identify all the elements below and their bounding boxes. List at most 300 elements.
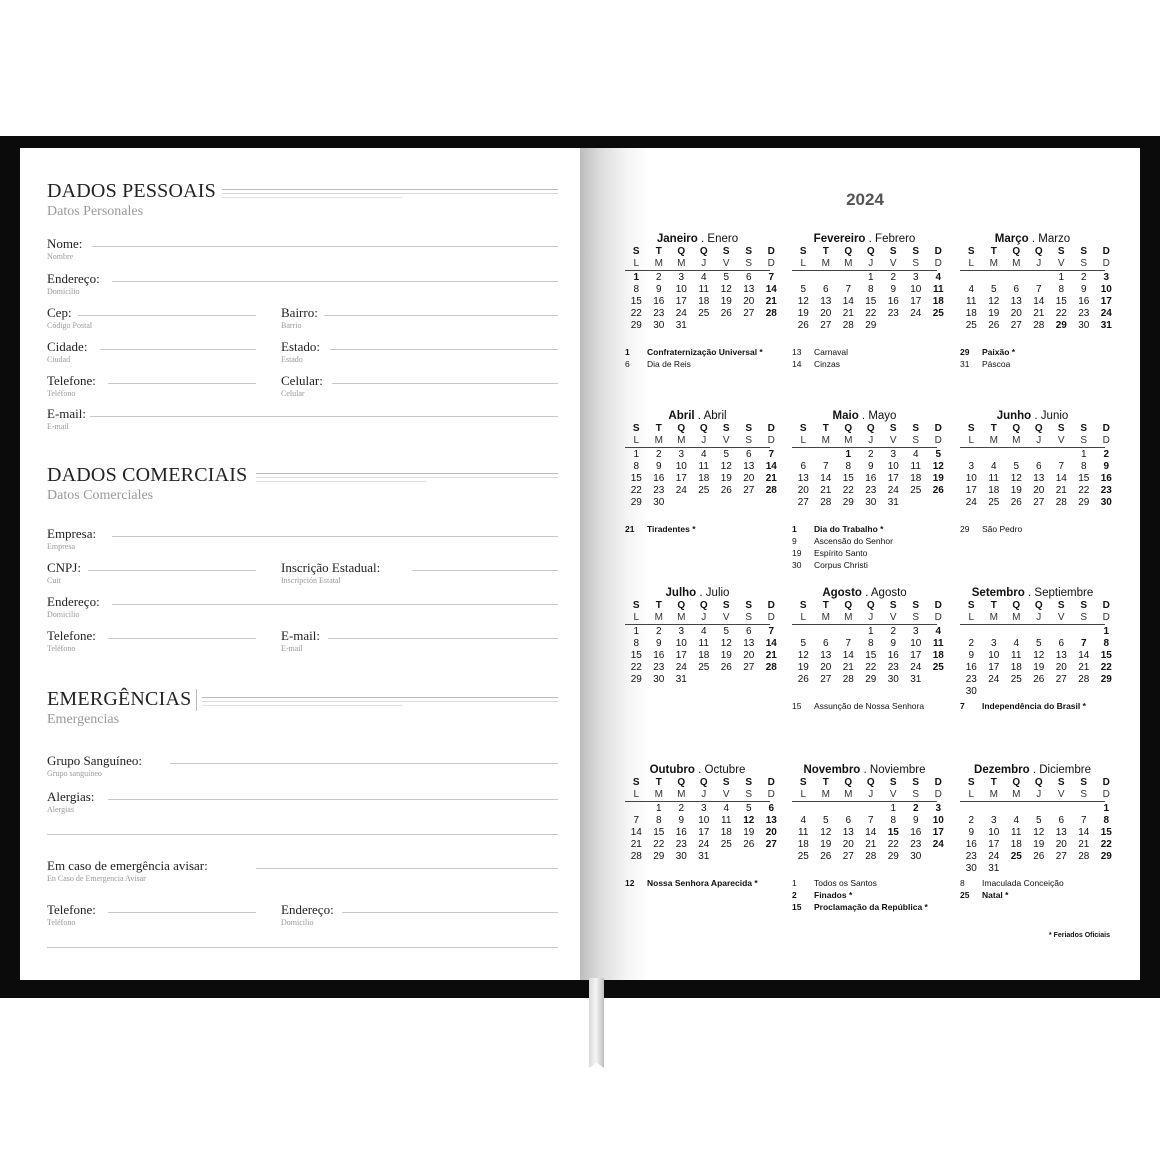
day-cell[interactable]: 14 [765, 638, 777, 649]
day-cell[interactable]: 9 [655, 284, 662, 295]
day-cell[interactable]: 25 [910, 485, 922, 496]
day-cell[interactable]: 19 [932, 473, 944, 484]
day-cell[interactable]: 5 [990, 284, 997, 295]
day-cell[interactable]: 4 [1013, 638, 1020, 649]
day-cell[interactable]: 12 [820, 827, 832, 838]
day-cell[interactable]: 3 [912, 626, 919, 637]
day-cell[interactable]: 29 [1100, 851, 1112, 862]
email-field[interactable] [90, 416, 558, 417]
day-cell[interactable]: 13 [1055, 827, 1067, 838]
day-cell[interactable]: 5 [1035, 638, 1042, 649]
day-cell[interactable]: 30 [965, 686, 977, 697]
day-cell[interactable]: 3 [678, 626, 685, 637]
day-cell[interactable]: 17 [1100, 296, 1112, 307]
day-cell[interactable]: 29 [842, 497, 854, 508]
day-cell[interactable]: 27 [820, 320, 832, 331]
day-cell[interactable]: 21 [842, 662, 854, 673]
day-cell[interactable]: 4 [800, 815, 807, 826]
day-cell[interactable]: 6 [822, 284, 829, 295]
day-cell[interactable]: 12 [797, 296, 809, 307]
day-cell[interactable]: 16 [865, 473, 877, 484]
day-cell[interactable]: 11 [1011, 650, 1022, 661]
day-cell[interactable]: 5 [800, 284, 807, 295]
day-cell[interactable]: 25 [698, 485, 710, 496]
day-cell[interactable]: 20 [820, 662, 832, 673]
day-cell[interactable]: 1 [1103, 626, 1110, 637]
day-cell[interactable]: 14 [1078, 650, 1090, 661]
day-cell[interactable]: 11 [932, 638, 944, 649]
day-cell[interactable]: 26 [720, 662, 732, 673]
day-cell[interactable]: 28 [765, 485, 777, 496]
day-cell[interactable]: 10 [698, 815, 710, 826]
day-cell[interactable]: 20 [1010, 308, 1022, 319]
day-cell[interactable]: 12 [1033, 650, 1045, 661]
day-cell[interactable]: 22 [1100, 662, 1112, 673]
day-cell[interactable]: 19 [820, 839, 832, 850]
day-cell[interactable]: 12 [720, 461, 732, 472]
day-cell[interactable]: 11 [932, 284, 944, 295]
day-cell[interactable]: 9 [890, 284, 897, 295]
day-cell[interactable]: 3 [700, 803, 707, 814]
day-cell[interactable]: 17 [698, 827, 710, 838]
day-cell[interactable]: 20 [842, 839, 854, 850]
day-cell[interactable]: 16 [887, 650, 899, 661]
day-cell[interactable]: 12 [720, 638, 732, 649]
day-cell[interactable]: 24 [988, 851, 1000, 862]
day-cell[interactable]: 4 [700, 626, 707, 637]
day-cell[interactable]: 22 [653, 839, 665, 850]
day-cell[interactable]: 22 [887, 839, 899, 850]
day-cell[interactable]: 15 [1055, 296, 1067, 307]
day-cell[interactable]: 2 [655, 272, 662, 283]
day-cell[interactable]: 11 [910, 461, 921, 472]
day-cell[interactable]: 20 [1033, 485, 1045, 496]
day-cell[interactable]: 16 [887, 296, 899, 307]
day-cell[interactable]: 22 [842, 485, 854, 496]
day-cell[interactable]: 10 [675, 284, 687, 295]
day-cell[interactable]: 10 [1100, 284, 1112, 295]
day-cell[interactable]: 15 [630, 473, 642, 484]
day-cell[interactable]: 22 [1055, 308, 1067, 319]
day-cell[interactable]: 19 [1010, 485, 1022, 496]
day-cell[interactable]: 11 [698, 638, 709, 649]
state-field[interactable] [330, 349, 558, 350]
day-cell[interactable]: 14 [1078, 827, 1090, 838]
day-cell[interactable]: 31 [910, 674, 922, 685]
day-cell[interactable]: 15 [842, 473, 854, 484]
day-cell[interactable]: 19 [988, 308, 1000, 319]
day-cell[interactable]: 15 [653, 827, 665, 838]
day-cell[interactable]: 26 [797, 320, 809, 331]
day-cell[interactable]: 7 [822, 461, 829, 472]
day-cell[interactable]: 30 [653, 320, 665, 331]
day-cell[interactable]: 23 [653, 308, 665, 319]
day-cell[interactable]: 8 [890, 815, 897, 826]
day-cell[interactable]: 29 [630, 320, 642, 331]
name-field[interactable] [92, 246, 558, 247]
day-cell[interactable]: 3 [990, 815, 997, 826]
day-cell[interactable]: 16 [653, 296, 665, 307]
emergency-address-extra-line[interactable] [47, 947, 558, 948]
day-cell[interactable]: 1 [1080, 449, 1087, 460]
day-cell[interactable]: 29 [887, 851, 899, 862]
day-cell[interactable]: 1 [867, 272, 874, 283]
day-cell[interactable]: 3 [678, 272, 685, 283]
day-cell[interactable]: 26 [932, 485, 944, 496]
commercial-phone-field[interactable] [108, 638, 256, 639]
day-cell[interactable]: 13 [743, 284, 755, 295]
day-cell[interactable]: 18 [988, 485, 1000, 496]
commercial-address-field[interactable] [112, 604, 558, 605]
day-cell[interactable]: 2 [678, 803, 685, 814]
day-cell[interactable]: 27 [1055, 674, 1067, 685]
emergency-contact-field[interactable] [256, 868, 558, 869]
day-cell[interactable]: 5 [745, 803, 752, 814]
day-cell[interactable]: 4 [723, 803, 730, 814]
day-cell[interactable]: 25 [1010, 851, 1022, 862]
day-cell[interactable]: 23 [653, 662, 665, 673]
day-cell[interactable]: 1 [633, 626, 640, 637]
day-cell[interactable]: 18 [932, 296, 944, 307]
day-cell[interactable]: 26 [720, 485, 732, 496]
day-cell[interactable]: 29 [653, 851, 665, 862]
day-cell[interactable]: 14 [842, 296, 854, 307]
day-cell[interactable]: 17 [988, 839, 1000, 850]
day-cell[interactable]: 14 [765, 461, 777, 472]
day-cell[interactable]: 22 [1100, 839, 1112, 850]
day-cell[interactable]: 27 [1010, 320, 1022, 331]
day-cell[interactable]: 15 [887, 827, 899, 838]
day-cell[interactable]: 23 [1100, 485, 1112, 496]
day-cell[interactable]: 27 [820, 674, 832, 685]
day-cell[interactable]: 21 [1033, 308, 1045, 319]
day-cell[interactable]: 10 [965, 473, 977, 484]
day-cell[interactable]: 18 [910, 473, 922, 484]
day-cell[interactable]: 22 [865, 662, 877, 673]
day-cell[interactable]: 26 [1033, 851, 1045, 862]
day-cell[interactable]: 18 [965, 308, 977, 319]
day-cell[interactable]: 19 [797, 308, 809, 319]
day-cell[interactable]: 19 [720, 650, 732, 661]
day-cell[interactable]: 9 [655, 638, 662, 649]
day-cell[interactable]: 6 [745, 449, 752, 460]
day-cell[interactable]: 20 [743, 650, 755, 661]
day-cell[interactable]: 8 [1080, 461, 1087, 472]
day-cell[interactable]: 7 [768, 272, 775, 283]
day-cell[interactable]: 27 [797, 497, 809, 508]
day-cell[interactable]: 2 [890, 272, 897, 283]
day-cell[interactable]: 13 [1010, 296, 1022, 307]
day-cell[interactable]: 2 [1103, 449, 1110, 460]
mobile-field[interactable] [332, 383, 558, 384]
day-cell[interactable]: 2 [655, 449, 662, 460]
day-cell[interactable]: 25 [965, 320, 977, 331]
day-cell[interactable]: 11 [721, 815, 732, 826]
day-cell[interactable]: 22 [865, 308, 877, 319]
day-cell[interactable]: 15 [630, 650, 642, 661]
day-cell[interactable]: 25 [720, 839, 732, 850]
day-cell[interactable]: 21 [765, 296, 777, 307]
day-cell[interactable]: 5 [1035, 815, 1042, 826]
day-cell[interactable]: 27 [743, 662, 755, 673]
day-cell[interactable]: 27 [1033, 497, 1045, 508]
day-cell[interactable]: 15 [865, 296, 877, 307]
day-cell[interactable]: 6 [800, 461, 807, 472]
day-cell[interactable]: 25 [797, 851, 809, 862]
day-cell[interactable]: 18 [1010, 839, 1022, 850]
day-cell[interactable]: 16 [653, 473, 665, 484]
day-cell[interactable]: 2 [912, 803, 919, 814]
day-cell[interactable]: 6 [845, 815, 852, 826]
day-cell[interactable]: 17 [988, 662, 1000, 673]
day-cell[interactable]: 18 [797, 839, 809, 850]
day-cell[interactable]: 29 [865, 674, 877, 685]
day-cell[interactable]: 24 [965, 497, 977, 508]
day-cell[interactable]: 20 [820, 308, 832, 319]
day-cell[interactable]: 1 [633, 449, 640, 460]
day-cell[interactable]: 13 [1033, 473, 1045, 484]
day-cell[interactable]: 19 [797, 662, 809, 673]
day-cell[interactable]: 2 [1080, 272, 1087, 283]
day-cell[interactable]: 24 [698, 839, 710, 850]
day-cell[interactable]: 9 [912, 815, 919, 826]
commercial-email-field[interactable] [328, 638, 558, 639]
day-cell[interactable]: 15 [1100, 650, 1112, 661]
day-cell[interactable]: 30 [675, 851, 687, 862]
day-cell[interactable]: 5 [822, 815, 829, 826]
day-cell[interactable]: 4 [1013, 815, 1020, 826]
allergies-field-extra-line[interactable] [47, 834, 558, 835]
day-cell[interactable]: 20 [765, 827, 777, 838]
day-cell[interactable]: 19 [1033, 662, 1045, 673]
day-cell[interactable]: 11 [1011, 827, 1022, 838]
day-cell[interactable]: 21 [1078, 662, 1090, 673]
day-cell[interactable]: 28 [865, 851, 877, 862]
day-cell[interactable]: 15 [1100, 827, 1112, 838]
day-cell[interactable]: 20 [743, 296, 755, 307]
day-cell[interactable]: 8 [1058, 284, 1065, 295]
day-cell[interactable]: 21 [865, 839, 877, 850]
day-cell[interactable]: 24 [675, 485, 687, 496]
day-cell[interactable]: 20 [743, 473, 755, 484]
day-cell[interactable]: 25 [698, 308, 710, 319]
day-cell[interactable]: 20 [1055, 839, 1067, 850]
day-cell[interactable]: 14 [842, 650, 854, 661]
day-cell[interactable]: 18 [1010, 662, 1022, 673]
day-cell[interactable]: 30 [653, 674, 665, 685]
day-cell[interactable]: 5 [723, 449, 730, 460]
day-cell[interactable]: 4 [935, 272, 942, 283]
day-cell[interactable]: 22 [1078, 485, 1090, 496]
day-cell[interactable]: 4 [990, 461, 997, 472]
day-cell[interactable]: 13 [1055, 650, 1067, 661]
day-cell[interactable]: 1 [890, 803, 897, 814]
day-cell[interactable]: 5 [723, 626, 730, 637]
day-cell[interactable]: 11 [966, 296, 977, 307]
day-cell[interactable]: 29 [865, 320, 877, 331]
day-cell[interactable]: 31 [675, 320, 687, 331]
day-cell[interactable]: 16 [1078, 296, 1090, 307]
emergency-phone-field[interactable] [108, 912, 256, 913]
day-cell[interactable]: 21 [842, 308, 854, 319]
day-cell[interactable]: 23 [653, 485, 665, 496]
day-cell[interactable]: 19 [720, 296, 732, 307]
day-cell[interactable]: 31 [1100, 320, 1112, 331]
day-cell[interactable]: 19 [720, 473, 732, 484]
day-cell[interactable]: 19 [1033, 839, 1045, 850]
day-cell[interactable]: 15 [630, 296, 642, 307]
day-cell[interactable]: 26 [720, 308, 732, 319]
day-cell[interactable]: 17 [887, 473, 899, 484]
day-cell[interactable]: 15 [1078, 473, 1090, 484]
day-cell[interactable]: 24 [887, 485, 899, 496]
day-cell[interactable]: 6 [745, 626, 752, 637]
day-cell[interactable]: 21 [765, 473, 777, 484]
day-cell[interactable]: 30 [887, 674, 899, 685]
day-cell[interactable]: 7 [845, 284, 852, 295]
day-cell[interactable]: 3 [968, 461, 975, 472]
day-cell[interactable]: 27 [1055, 851, 1067, 862]
day-cell[interactable]: 2 [867, 449, 874, 460]
day-cell[interactable]: 26 [988, 320, 1000, 331]
day-cell[interactable]: 8 [1103, 638, 1110, 649]
day-cell[interactable]: 27 [765, 839, 777, 850]
day-cell[interactable]: 9 [968, 650, 975, 661]
day-cell[interactable]: 4 [935, 626, 942, 637]
day-cell[interactable]: 30 [653, 497, 665, 508]
day-cell[interactable]: 27 [743, 485, 755, 496]
phone-field[interactable] [108, 383, 256, 384]
day-cell[interactable]: 14 [1033, 296, 1045, 307]
day-cell[interactable]: 1 [845, 449, 852, 460]
day-cell[interactable]: 10 [675, 638, 687, 649]
day-cell[interactable]: 17 [675, 650, 687, 661]
day-cell[interactable]: 10 [675, 461, 687, 472]
day-cell[interactable]: 14 [820, 473, 832, 484]
day-cell[interactable]: 22 [630, 662, 642, 673]
day-cell[interactable]: 24 [675, 662, 687, 673]
day-cell[interactable]: 6 [1035, 461, 1042, 472]
day-cell[interactable]: 26 [743, 839, 755, 850]
day-cell[interactable]: 5 [723, 272, 730, 283]
day-cell[interactable]: 26 [820, 851, 832, 862]
day-cell[interactable]: 7 [867, 815, 874, 826]
day-cell[interactable]: 12 [1033, 827, 1045, 838]
day-cell[interactable]: 28 [765, 308, 777, 319]
day-cell[interactable]: 7 [1080, 638, 1087, 649]
day-cell[interactable]: 12 [988, 296, 1000, 307]
day-cell[interactable]: 10 [887, 461, 899, 472]
day-cell[interactable]: 6 [822, 638, 829, 649]
day-cell[interactable]: 16 [653, 650, 665, 661]
day-cell[interactable]: 10 [910, 284, 922, 295]
day-cell[interactable]: 7 [1035, 284, 1042, 295]
day-cell[interactable]: 26 [1010, 497, 1022, 508]
cep-field[interactable] [78, 315, 256, 316]
day-cell[interactable]: 24 [910, 662, 922, 673]
day-cell[interactable]: 14 [630, 827, 642, 838]
day-cell[interactable]: 28 [1078, 674, 1090, 685]
day-cell[interactable]: 4 [700, 449, 707, 460]
day-cell[interactable]: 29 [1100, 674, 1112, 685]
day-cell[interactable]: 29 [1078, 497, 1090, 508]
day-cell[interactable]: 28 [1055, 497, 1067, 508]
day-cell[interactable]: 17 [932, 827, 944, 838]
day-cell[interactable]: 18 [698, 650, 710, 661]
day-cell[interactable]: 18 [698, 473, 710, 484]
day-cell[interactable]: 28 [820, 497, 832, 508]
day-cell[interactable]: 9 [1080, 284, 1087, 295]
day-cell[interactable]: 9 [678, 815, 685, 826]
day-cell[interactable]: 26 [1033, 674, 1045, 685]
day-cell[interactable]: 7 [633, 815, 640, 826]
day-cell[interactable]: 18 [698, 296, 710, 307]
day-cell[interactable]: 23 [1078, 308, 1090, 319]
day-cell[interactable]: 7 [1080, 815, 1087, 826]
day-cell[interactable]: 25 [988, 497, 1000, 508]
day-cell[interactable]: 10 [910, 638, 922, 649]
day-cell[interactable]: 20 [1055, 662, 1067, 673]
day-cell[interactable]: 7 [1058, 461, 1065, 472]
day-cell[interactable]: 1 [1058, 272, 1065, 283]
day-cell[interactable]: 31 [698, 851, 710, 862]
address-field[interactable] [112, 281, 558, 282]
day-cell[interactable]: 8 [633, 284, 640, 295]
day-cell[interactable]: 3 [1103, 272, 1110, 283]
day-cell[interactable]: 28 [842, 674, 854, 685]
day-cell[interactable]: 2 [890, 626, 897, 637]
company-field[interactable] [112, 536, 558, 537]
emergency-address-field[interactable] [342, 912, 558, 913]
day-cell[interactable]: 8 [867, 638, 874, 649]
day-cell[interactable]: 21 [1055, 485, 1067, 496]
cnpj-field[interactable] [88, 570, 256, 571]
day-cell[interactable]: 11 [698, 284, 709, 295]
state-registration-field[interactable] [412, 570, 558, 571]
day-cell[interactable]: 13 [820, 650, 832, 661]
day-cell[interactable]: 13 [765, 815, 777, 826]
day-cell[interactable]: 16 [965, 662, 977, 673]
day-cell[interactable]: 26 [797, 674, 809, 685]
day-cell[interactable]: 8 [845, 461, 852, 472]
day-cell[interactable]: 11 [698, 461, 709, 472]
day-cell[interactable]: 17 [675, 473, 687, 484]
blood-type-field[interactable] [170, 763, 558, 764]
day-cell[interactable]: 28 [1033, 320, 1045, 331]
day-cell[interactable]: 30 [865, 497, 877, 508]
day-cell[interactable]: 15 [865, 650, 877, 661]
day-cell[interactable]: 28 [765, 662, 777, 673]
day-cell[interactable]: 23 [910, 839, 922, 850]
day-cell[interactable]: 28 [1078, 851, 1090, 862]
day-cell[interactable]: 13 [820, 296, 832, 307]
day-cell[interactable]: 12 [932, 461, 944, 472]
day-cell[interactable]: 8 [1103, 815, 1110, 826]
day-cell[interactable]: 6 [768, 803, 775, 814]
day-cell[interactable]: 9 [655, 461, 662, 472]
day-cell[interactable]: 4 [968, 284, 975, 295]
day-cell[interactable]: 9 [890, 638, 897, 649]
day-cell[interactable]: 5 [935, 449, 942, 460]
day-cell[interactable]: 23 [865, 485, 877, 496]
day-cell[interactable]: 3 [990, 638, 997, 649]
day-cell[interactable]: 25 [698, 662, 710, 673]
day-cell[interactable]: 2 [655, 626, 662, 637]
day-cell[interactable]: 7 [845, 638, 852, 649]
day-cell[interactable]: 22 [630, 308, 642, 319]
day-cell[interactable]: 23 [887, 308, 899, 319]
day-cell[interactable]: 23 [887, 662, 899, 673]
